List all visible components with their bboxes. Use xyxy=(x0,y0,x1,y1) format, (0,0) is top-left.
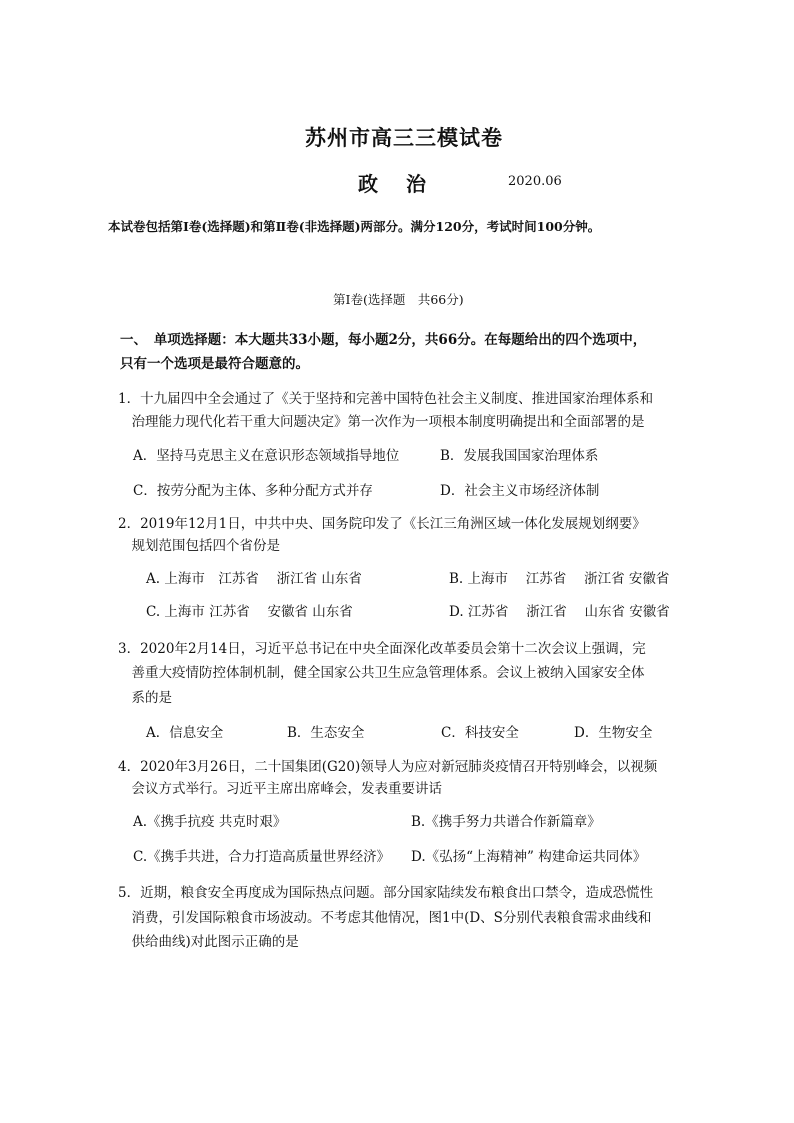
q2-option-a: A. 上海市 江苏省 浙江省 山东省 xyxy=(146,571,362,587)
question-5-line1: 5．近期，粮食安全再度成为国际热点问题。部分国家陆续发布粮食出口禁令，造成恐慌性 xyxy=(118,885,654,901)
q3-option-a: A．信息安全 xyxy=(146,725,224,741)
question-3-line2: 善重大疫情防控体制机制，健全国家公共卫生应急管理体系。会议上被纳入国家安全体 xyxy=(118,665,645,681)
section-heading-line2: 只有一个选项是最符合题意的。 xyxy=(120,356,309,372)
q2-option-d: D. 江苏省 浙江省 山东省 安徽省 xyxy=(449,604,670,620)
q4-option-a: A.《携手抗疫 共克时艰》 xyxy=(133,814,287,830)
q3-option-d: D．生物安全 xyxy=(574,725,653,741)
q1-option-c: C．按劳分配为主体、多种分配方式并存 xyxy=(133,483,373,499)
exam-date: 2020.06 xyxy=(508,174,562,189)
question-1-line1: 1．十九届四中全会通过了《关于坚持和完善中国特色社会主义制度、推进国家治理体系和 xyxy=(118,391,654,407)
question-1-line2: 治理能力现代化若干重大问题决定》第一次作为一项根本制度明确提出和全面部署的是 xyxy=(118,414,645,430)
exam-note: 本试卷包括第Ⅰ卷(选择题)和第Ⅱ卷(非选择题)两部分。满分120分，考试时间100分钟。 xyxy=(108,219,601,234)
question-4-line1: 4．2020年3月26日，二十国集团(G20)领导人为应对新冠肺炎疫情召开特别峰会，以视频 xyxy=(118,759,658,775)
q4-option-d: D.《弘扬“上海精神” 构建命运共同体》 xyxy=(411,849,647,865)
page-title: 苏州市高三三模试卷 xyxy=(305,125,503,150)
q1-option-a: A．坚持马克思主义在意识形态领域指导地位 xyxy=(133,448,400,464)
section-heading-line1: 一、 单项选择题：本大题共33小题，每小题2分，共66分。在每题给出的四个选项中， xyxy=(120,332,647,348)
question-4-line2: 会议方式举行。习近平主席出席峰会，发表重要讲话 xyxy=(118,781,442,797)
q2-option-b: B. 上海市 江苏省 浙江省 安徽省 xyxy=(449,571,670,587)
q4-option-b: B.《携手努力共谱合作新篇章》 xyxy=(411,814,601,830)
q1-option-b: B．发展我国国家治理体系 xyxy=(440,448,599,464)
q2-option-c: C. 上海市 江苏省 安徽省 山东省 xyxy=(146,604,353,620)
part-heading: 第Ⅰ卷(选择题 共66分) xyxy=(333,292,464,307)
q4-option-c: C.《携手共进，合力打造高质量世界经济》 xyxy=(133,849,391,865)
question-2-line2: 规划范围包括四个省份是 xyxy=(118,538,280,554)
q1-option-d: D．社会主义市场经济体制 xyxy=(440,483,600,499)
question-2-line1: 2．2019年12月1日，中共中央、国务院印发了《长江三角洲区域一体化发展规划纲要》 xyxy=(118,516,646,532)
subject-title: 政治 xyxy=(358,172,454,196)
q3-option-c: C．科技安全 xyxy=(441,725,519,741)
question-5-line3: 供给曲线)对此图示正确的是 xyxy=(118,934,299,950)
question-3-line3: 系的是 xyxy=(118,690,172,706)
question-5-line2: 消费，引发国际粮食市场波动。不考虑其他情况，图1中(D、S分别代表粮食需求曲线和 xyxy=(118,910,652,926)
q3-option-b: B．生态安全 xyxy=(287,725,365,741)
question-3-line1: 3．2020年2月14日，习近平总书记在中央全面深化改革委员会第十二次会议上强调，完 xyxy=(118,641,646,657)
